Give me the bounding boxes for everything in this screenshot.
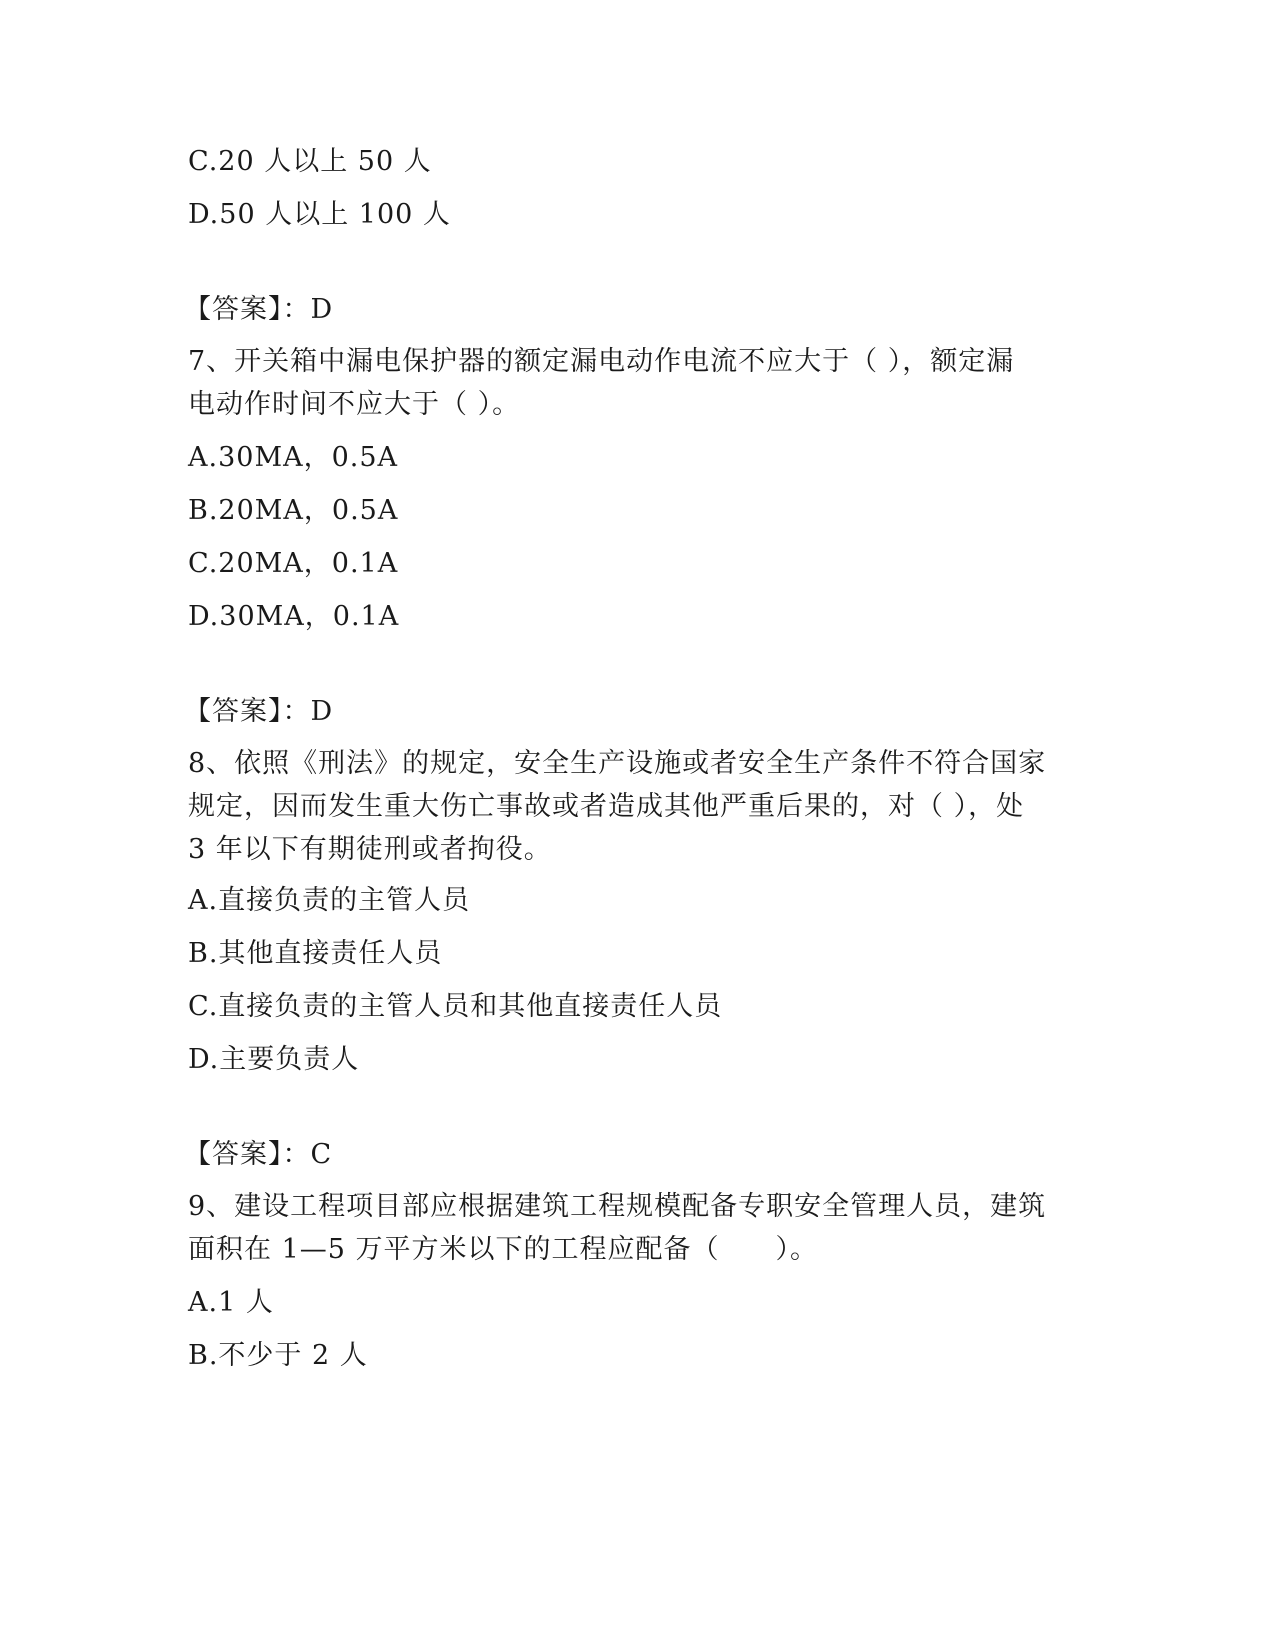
option-a: A.1 人 <box>188 1287 274 1318</box>
option-d: D.主要负责人 <box>188 1044 360 1075</box>
option-a: A.30MA，0.5A <box>188 442 399 473</box>
question-stem-line: 电动作时间不应大于（ ）。 <box>188 389 521 420</box>
option-b: B.不少于 2 人 <box>188 1340 368 1371</box>
question-stem-line: 8、依照《刑法》的规定，安全生产设施或者安全生产条件不符合国家 <box>188 748 1047 779</box>
option-d: D.50 人以上 100 人 <box>188 199 451 230</box>
question-stem-line: 面积在 1—5 万平方米以下的工程应配备（ ）。 <box>188 1234 819 1265</box>
question-stem-line: 7、开关箱中漏电保护器的额定漏电动作电流不应大于（ ），额定漏 <box>188 346 1015 377</box>
answer-label: 【答案】：D <box>184 696 334 727</box>
question-stem-line: 9、建设工程项目部应根据建筑工程规模配备专职安全管理人员，建筑 <box>188 1191 1047 1222</box>
answer-label: 【答案】：D <box>184 294 334 325</box>
option-c: C.20 人以上 50 人 <box>188 146 432 177</box>
answer-label: 【答案】：C <box>184 1139 333 1170</box>
question-stem-line: 3 年以下有期徒刑或者拘役。 <box>188 834 552 865</box>
option-a: A.直接负责的主管人员 <box>188 885 471 916</box>
question-stem-line: 规定，因而发生重大伤亡事故或者造成其他严重后果的，对（ ），处 <box>188 791 1025 822</box>
option-c: C.直接负责的主管人员和其他直接责任人员 <box>188 991 723 1022</box>
option-d: D.30MA，0.1A <box>188 601 400 632</box>
option-c: C.20MA，0.1A <box>188 548 399 579</box>
option-b: B.其他直接责任人员 <box>188 938 443 969</box>
option-b: B.20MA，0.5A <box>188 495 399 526</box>
